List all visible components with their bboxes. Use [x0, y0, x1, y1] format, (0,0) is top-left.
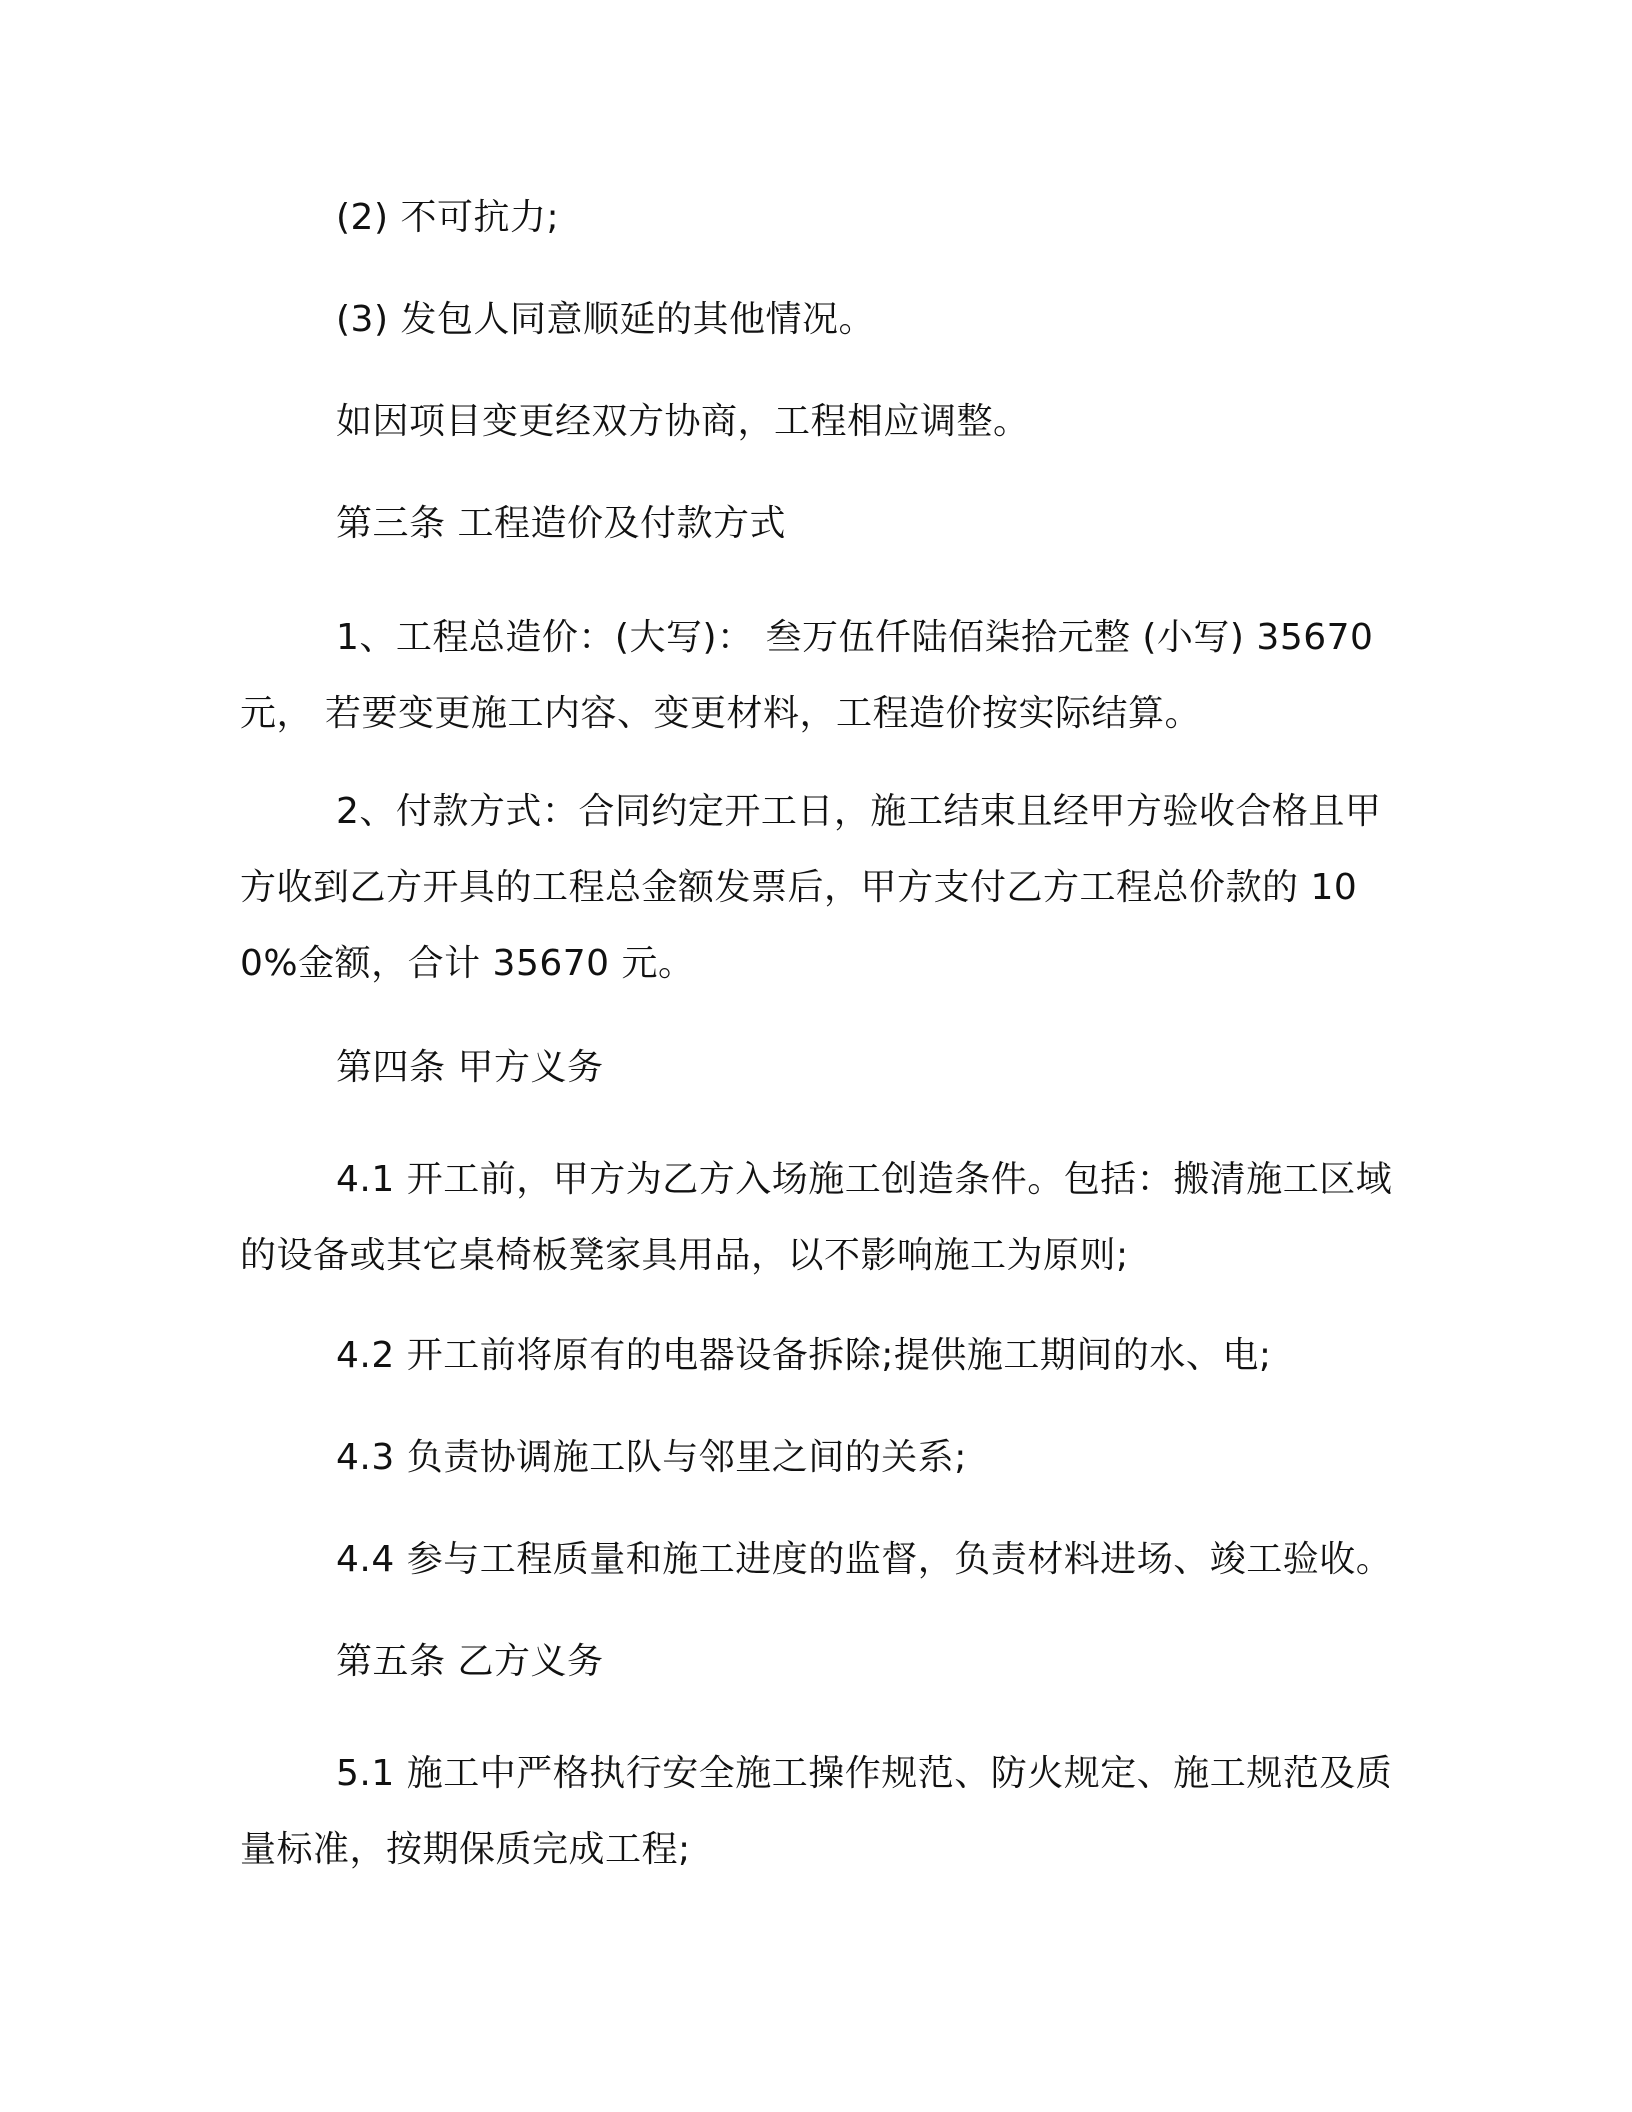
- paragraph-payment-method: 2、付款方式：合同约定开工日，施工结束且经甲方验收合格且甲方收到乙方开具的工程总金额发票后，甲方支付乙方工程总价款的 100%金额，合计 35670 元。: [240, 791, 1382, 984]
- clause-item-force-majeure: (2) 不可抗力;: [336, 197, 560, 238]
- clause-item-other-extension: (3) 发包人同意顺延的其他情况。: [336, 299, 875, 340]
- paragraph-4-1: 4.1 开工前，甲方为乙方入场施工创造条件。包括：搬清施工区域的设备或其它桌椅板凳家具用品，以不影响施工为原则;: [240, 1159, 1393, 1276]
- paragraph-4-3: 4.3 负责协调施工队与邻里之间的关系;: [336, 1437, 967, 1478]
- document-page: [240, 0, 1400, 2112]
- paragraph-project-change: 如因项目变更经双方协商，工程相应调整。: [336, 401, 1030, 442]
- paragraph-4-4: 4.4 参与工程质量和施工进度的监督，负责材料进场、竣工验收。: [336, 1539, 1393, 1580]
- section-heading-article-4: 第四条 甲方义务: [336, 1047, 604, 1088]
- section-heading-article-3: 第三条 工程造价及付款方式: [336, 503, 786, 544]
- section-heading-article-5: 第五条 乙方义务: [336, 1641, 604, 1682]
- paragraph-4-2: 4.2 开工前将原有的电器设备拆除;提供施工期间的水、电;: [336, 1335, 1272, 1376]
- paragraph-total-cost: 1、工程总造价：(大写)： 叁万伍仟陆佰柒拾元整 (小写) 35670 元， 若要变更施工内容、变更材料，工程造价按实际结算。: [240, 617, 1374, 734]
- paragraph-5-1: 5.1 施工中严格执行安全施工操作规范、防火规定、施工规范及质量标准，按期保质完成工程;: [240, 1753, 1393, 1870]
